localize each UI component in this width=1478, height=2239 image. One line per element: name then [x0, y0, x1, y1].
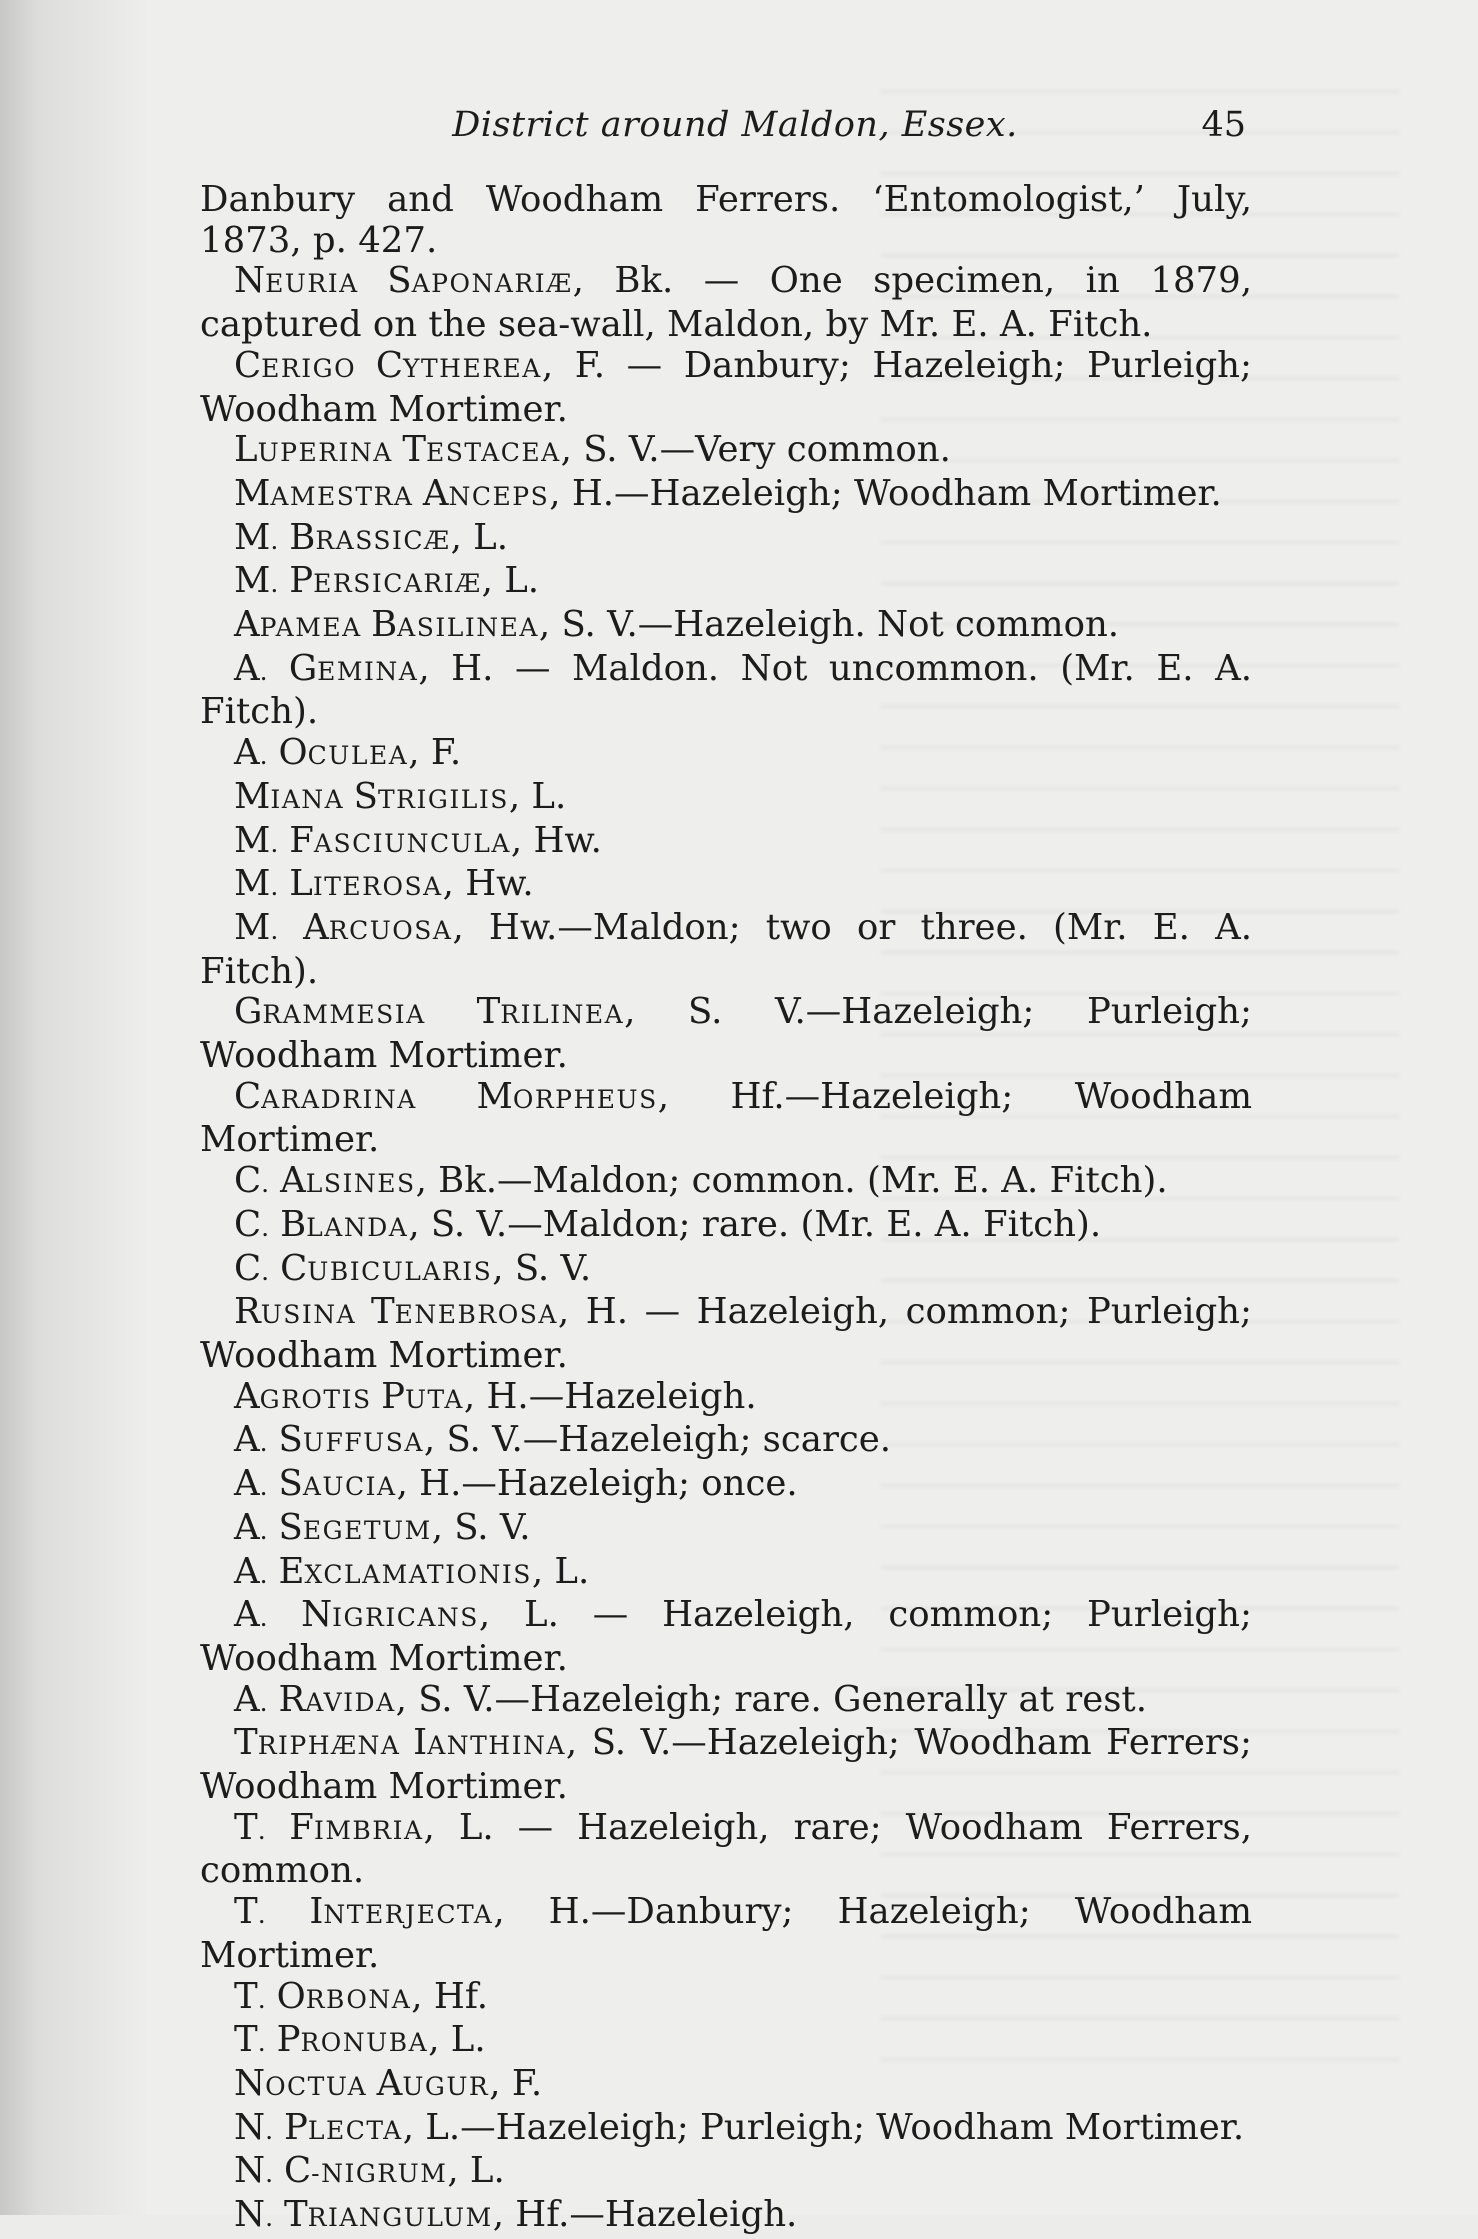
species-name: M. PERSICARIÆ	[234, 560, 482, 602]
species-entry	[200, 1595, 1252, 1679]
species-entry	[200, 1680, 1252, 1724]
species-note: , H.—Hazeleigh; once.	[396, 1463, 798, 1505]
species-name: LUPERINA TESTACEA	[234, 429, 561, 471]
species-name: A. SEGETUM	[234, 1506, 432, 1548]
species-name: GRAMMESIA TRILINEA	[234, 991, 625, 1033]
species-note: , L. — Hazeleigh, rare; Woodham Ferrers, common.	[200, 1806, 1252, 1892]
species-name: M. ARCUOSA	[234, 906, 453, 948]
species-note: , L.	[447, 2150, 505, 2192]
species-note: , L.—Hazeleigh; Purleigh; Woodham Mortimer.	[402, 2106, 1245, 2148]
species-entry	[200, 992, 1252, 1076]
species-name: TRIPHÆNA IANTHINA	[234, 1722, 566, 1764]
species-name: A. EXCLAMATIONIS	[234, 1550, 532, 1592]
species-entry	[200, 2064, 1252, 2108]
species-note: , S. V.	[492, 1247, 592, 1289]
species-name: T. INTERJECTA	[234, 1891, 494, 1933]
species-name: RUSINA TENEBROSA	[234, 1291, 558, 1333]
species-name: A. RAVIDA	[234, 1678, 396, 1720]
species-entry	[200, 180, 1252, 261]
species-note: , L.	[508, 775, 567, 817]
species-name: AGROTIS PUTA	[234, 1375, 464, 1417]
species-name: A. GEMINA	[234, 647, 419, 689]
species-entry	[200, 1161, 1252, 1205]
species-note: , S. V.—Very common.	[560, 429, 951, 471]
species-entry	[200, 1249, 1252, 1293]
species-note: , F.	[489, 2062, 543, 2104]
species-name: M. LITEROSA	[234, 863, 443, 905]
species-note: , H. — Maldon. Not uncommon. (Mr. E. A. Fitch).	[200, 647, 1253, 733]
species-note: , L. — Hazeleigh, common; Purleigh; Woodham Mortimer.	[200, 1594, 1252, 1679]
species-note: , H. — Hazeleigh, common; Purleigh; Woodham Mortimer.	[200, 1291, 1252, 1376]
species-entry	[200, 1977, 1252, 2021]
species-note: , L.	[428, 2019, 486, 2061]
species-name: MAMESTRA ANCEPS	[234, 472, 550, 514]
species-note: , S. V.—Maldon; rare. (Mr. E. A. Fitch).	[408, 1203, 1102, 1245]
running-header	[190, 100, 1280, 150]
species-name: A. SAUCIA	[234, 1463, 397, 1505]
species-entry	[200, 1292, 1252, 1376]
species-entry	[200, 1508, 1252, 1552]
species-name: N. C-NIGRUM	[234, 2150, 448, 2192]
species-entry	[200, 864, 1252, 908]
species-name: T. PRONUBA	[234, 2019, 429, 2061]
species-list	[200, 180, 1252, 2239]
species-entry	[200, 777, 1252, 821]
species-entry	[200, 518, 1252, 562]
species-name: N. TRIANGULUM	[234, 2194, 493, 2236]
species-name: C. BLANDA	[234, 1203, 409, 1245]
species-entry	[200, 261, 1252, 345]
species-note: , H.—Hazeleigh; Woodham Mortimer.	[549, 472, 1222, 514]
species-name: CERIGO CYTHEREA	[234, 344, 542, 386]
species-note: , Hf.—Hazeleigh.	[492, 2194, 798, 2236]
species-entry	[200, 1723, 1252, 1807]
species-entry	[200, 430, 1252, 474]
species-entry	[200, 908, 1252, 992]
species-name: A. SUFFUSA	[234, 1419, 424, 1461]
species-note: , Hf.—Hazeleigh; Woodham Mortimer.	[200, 1075, 1252, 1161]
species-entry	[200, 605, 1252, 649]
species-name: CARADRINA MORPHEUS	[234, 1075, 658, 1117]
species-entry	[200, 1892, 1252, 1976]
species-note: , L.	[481, 560, 540, 602]
species-entry	[200, 1552, 1252, 1596]
species-note: , Bk.—Maldon; common. (Mr. E. A. Fitch).	[415, 1160, 1168, 1202]
species-entry	[200, 1808, 1252, 1892]
species-name: A. NIGRICANS	[234, 1594, 479, 1636]
species-entry	[200, 1420, 1252, 1464]
species-entry	[200, 821, 1252, 865]
species-entry	[200, 2195, 1252, 2239]
species-note: , F. — Danbury; Hazeleigh; Purleigh; Woodham Mortimer.	[200, 344, 1252, 430]
species-entry	[200, 1464, 1252, 1508]
species-entry	[200, 1077, 1252, 1161]
species-entry	[200, 1205, 1252, 1249]
species-note: , L.	[531, 1550, 590, 1592]
species-note: , Hw.	[510, 819, 602, 861]
species-entry	[200, 733, 1252, 777]
species-entry	[200, 2151, 1252, 2195]
species-name: C. ALSINES	[234, 1160, 416, 1202]
species-note: , Bk. — One specimen, in 1879, captured on the sea-wall, Maldon, by Mr. E. A. Fitch.	[200, 260, 1252, 346]
species-entry	[200, 561, 1252, 605]
species-note: , S. V.—Hazeleigh; scarce.	[423, 1419, 892, 1461]
species-name: N. PLECTA	[234, 2106, 403, 2148]
species-name: APAMEA BASILINEA	[234, 604, 539, 646]
species-note: , Hf.	[411, 1975, 488, 2017]
species-entry	[200, 346, 1252, 430]
continuation-text: Danbury and Woodham Ferrers. ‘Entomologist,’ July, 1873, p. 427.	[200, 179, 1252, 261]
species-name: A. OCULEA	[234, 732, 409, 774]
species-name: NOCTUA AUGUR	[234, 2062, 490, 2104]
species-note: , S. V.—Hazeleigh; rare. Generally at rest.	[395, 1678, 1147, 1720]
species-entry	[200, 474, 1252, 518]
running-title: District around Maldon, Essex.	[452, 105, 1018, 145]
species-name: C. CUBICULARIS	[234, 1247, 493, 1289]
species-name: MIANA STRIGILIS	[234, 775, 509, 817]
species-name: M. FASCIUNCULA	[234, 819, 511, 861]
page-number: 45	[1201, 105, 1246, 145]
species-name: T. ORBONA	[234, 1975, 412, 2017]
species-note: , H.—Hazeleigh.	[463, 1375, 757, 1417]
species-entry	[200, 2020, 1252, 2064]
species-name: NEURIA SAPONARIÆ	[234, 260, 573, 302]
species-note: , S. V.—Hazeleigh. Not common.	[538, 604, 1120, 646]
species-entry	[200, 2108, 1252, 2152]
species-note: , F.	[408, 732, 462, 774]
species-note: , Hw.	[442, 863, 534, 905]
species-note: , S. V.—Hazeleigh; Purleigh; Woodham Mortimer.	[200, 991, 1253, 1077]
species-note: , Hw.—Maldon; two or three. (Mr. E. A. Fitch).	[200, 906, 1252, 992]
species-entry	[200, 1377, 1252, 1421]
species-note: , S. V.—Hazeleigh; Woodham Ferrers; Woodham Mortimer.	[200, 1722, 1252, 1808]
species-name: M. BRASSICÆ	[234, 516, 451, 558]
species-note: , H.—Danbury; Hazeleigh; Woodham Mortimer.	[200, 1891, 1252, 1976]
species-note: , S. V.	[431, 1506, 531, 1548]
species-note: , L.	[450, 516, 509, 558]
species-entry	[200, 649, 1252, 733]
species-name: T. FIMBRIA	[234, 1806, 424, 1848]
